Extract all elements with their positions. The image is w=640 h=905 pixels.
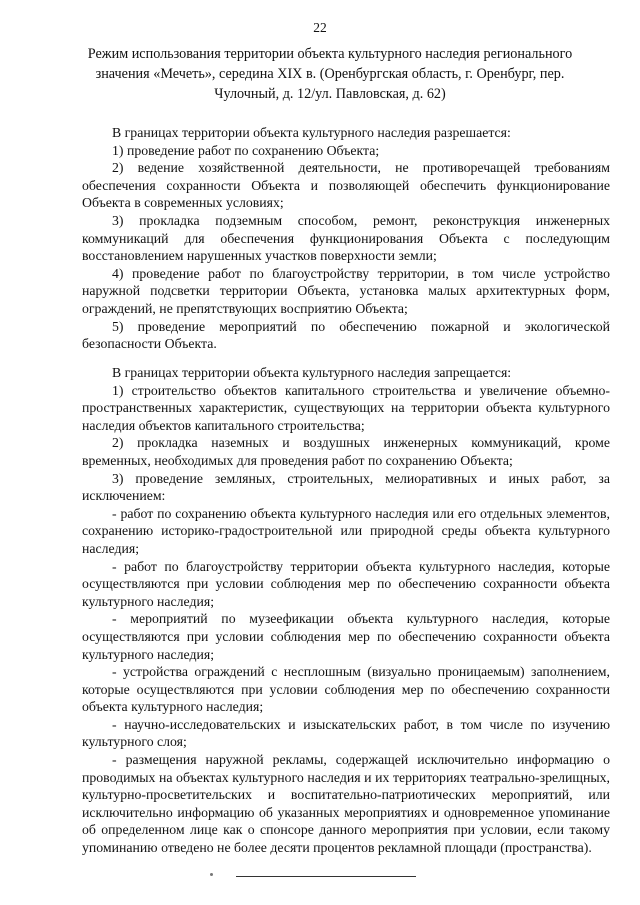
title-line: Чулочный, д. 12/ул. Павловская, д. 62) [214,86,446,102]
allowed-item: 4) проведение работ по благоустройству территории, в том числе устройство наружной подсветки территории Объекта, установка малых архитектурных форм, ограждений, не препятствующих восприятию Объекта; [82,265,610,316]
prohibited-item: - научно-исследовательских и изыскательских работ, в том числе по изучению культурного слоя; [82,716,610,750]
allowed-lead: В границах территории объекта культурного наследия разрешается: [112,125,511,140]
prohibited-item: 2) прокладка наземных и воздушных инженерных коммуникаций, кроме временных, необходимых для проведения работ по сохранению Объекта; [82,435,610,468]
prohibited-lead: В границах территории объекта культурного наследия запрещается: [112,365,512,380]
allowed-section [82,124,610,353]
page-number: 22 [313,20,327,35]
prohibited-item: 1) строительство объектов капитального строительства и увеличение объемно-пространственных характеристик, существующих на территории объекта культурного наследия объектов капитального строительства; [82,382,610,433]
prohibited-item: - устройства ограждений с несплошным (визуально проницаемым) заполнением, которые осуществляются при условии соблюдения мер по обеспечению сохранности объекта культурного наследия; [82,664,610,715]
allowed-item: 2) ведение хозяйственной деятельности, не противоречащей требованиям обеспечения сохранности Объекта и позволяющей обеспечить функционирование Объекта в современных условиях; [82,160,610,211]
scan-mark [210,873,213,876]
allowed-item: 5) проведение мероприятий по обеспечению пожарной и экологической безопасности Объекта. [82,318,610,352]
prohibited-item: - работ по сохранению объекта культурного наследия или его отдельных элементов, сохранению историко-градостроительной или природной среды объекта культурного наследия; [82,505,610,556]
title-line: Режим использования территории объекта культурного наследия регионального [87,46,573,62]
footer-divider [236,876,416,877]
prohibited-item: - мероприятий по музеефикации объекта культурного наследия, которые осуществляются при условии соблюдения мер по обеспечению сохранности объекта культурного наследия; [82,611,610,662]
document-title [60,44,600,104]
prohibited-item: 3) проведение земляных, строительных, мелиоративных и иных работ, за исключением: [82,470,610,504]
allowed-item: 3) прокладка подземным способом, ремонт, реконструкция инженерных коммуникаций для обеспечения функционирования Объекта с последующим восстановлением нарушенных участков поверхности земли; [82,212,610,264]
title-line: значения «Мечеть», середина XIX в. (Оренбургская область, г. Оренбург, пер. [95,66,565,82]
prohibited-item: - размещения наружной рекламы, содержащей исключительно информацию о проводимых на объектах культурного наследия и их территориях театрально-зрелищных, культурно-просветительских и воспитательно-патриотических мероприятий, или исключительно информацию об указанных мероприятиях и одновременное упоминание об определенном лице как о спонсоре данного мероприятия при условии, если такому упоминанию отведено не более десяти процентов рекламной площади (пространства). [82,752,610,856]
prohibited-section [82,364,610,857]
allowed-item: 1) проведение работ по сохранению Объекта; [112,142,380,158]
prohibited-item: - работ по благоустройству территории объекта культурного наследия, которые осуществляются при условии соблюдения мер по обеспечению сохранности объекта культурного наследия; [82,558,610,609]
